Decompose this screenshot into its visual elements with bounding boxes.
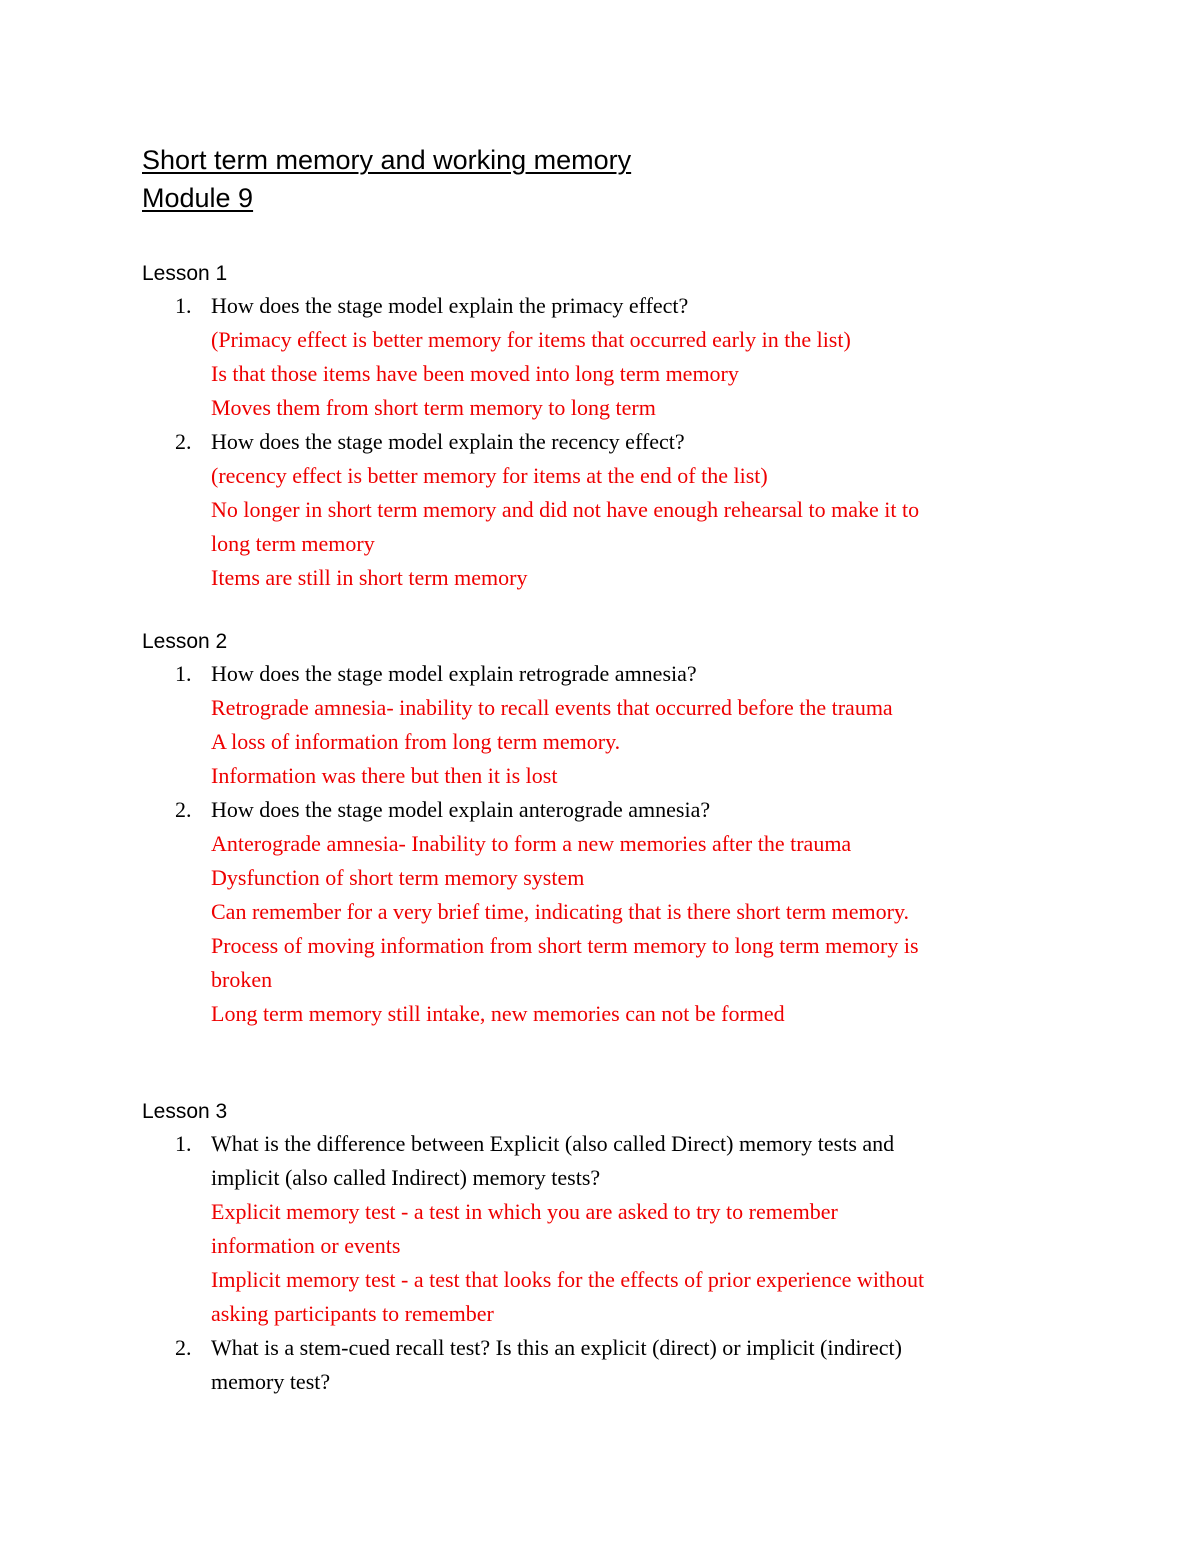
question-text: memory test? [211, 1369, 331, 1394]
question-number: 1. [175, 293, 192, 318]
answer-text: Items are still in short term memory [211, 565, 528, 590]
answer-text: Is that those items have been moved into long term memory [211, 361, 739, 386]
answer-text: (recency effect is better memory for items at the end of the list) [211, 463, 768, 488]
answer-text: information or events [211, 1233, 401, 1258]
answer-text: asking participants to remember [211, 1301, 494, 1326]
answer-text: No longer in short term memory and did not have enough rehearsal to make it to [211, 497, 920, 522]
answer-text: Anterograde amnesia- Inability to form a new memories after the trauma [211, 831, 852, 856]
question-list [142, 657, 1062, 1031]
question-item [142, 425, 1062, 595]
lesson-section [142, 1097, 1062, 1399]
lesson-section [142, 627, 1062, 1031]
lesson-heading: Lesson 3 [142, 1100, 228, 1123]
lesson-heading: Lesson 1 [142, 262, 228, 285]
question-number: 1. [175, 661, 192, 686]
question-text: What is a stem-cued recall test? Is this an explicit (direct) or implicit (indirect) [211, 1335, 902, 1360]
question-list [142, 1127, 1062, 1399]
answer-text: long term memory [211, 531, 375, 556]
question-item [142, 793, 1062, 1031]
title-line-1: Short term memory and working memory [142, 145, 632, 175]
answer-text: (Primacy effect is better memory for items that occurred early in the list) [211, 327, 851, 352]
answer-text: Implicit memory test - a test that looks for the effects of prior experience without [211, 1267, 925, 1292]
question-text: How does the stage model explain anterograde amnesia? [211, 797, 711, 822]
answer-text: A loss of information from long term memory. [211, 729, 621, 754]
question-item [142, 657, 1062, 793]
question-text: What is the difference between Explicit (also called Direct) memory tests and [211, 1131, 895, 1156]
question-number: 2. [175, 797, 192, 822]
lesson-heading: Lesson 2 [142, 630, 228, 653]
answer-text: Moves them from short term memory to long term [211, 395, 656, 420]
question-number: 2. [175, 429, 192, 454]
document-body [142, 141, 1062, 1399]
question-number: 2. [175, 1335, 192, 1360]
document-title [142, 141, 1062, 217]
answer-text: broken [211, 967, 273, 992]
lessons-container [142, 259, 1062, 1399]
question-number: 1. [175, 1131, 192, 1156]
question-text: How does the stage model explain the primacy effect? [211, 293, 689, 318]
answer-text: Explicit memory test - a test in which you are asked to try to remember [211, 1199, 838, 1224]
question-text: implicit (also called Indirect) memory tests? [211, 1165, 601, 1190]
answer-text: Information was there but then it is lost [211, 763, 558, 788]
lesson-section [142, 259, 1062, 595]
question-text: How does the stage model explain retrograde amnesia? [211, 661, 697, 686]
question-item [142, 289, 1062, 425]
answer-text: Dysfunction of short term memory system [211, 865, 585, 890]
question-text: How does the stage model explain the recency effect? [211, 429, 685, 454]
answer-text: Process of moving information from short term memory to long term memory is [211, 933, 919, 958]
question-item [142, 1127, 1062, 1331]
title-line-2: Module 9 [142, 183, 254, 213]
question-item [142, 1331, 1062, 1399]
answer-text: Retrograde amnesia- inability to recall events that occurred before the trauma [211, 695, 893, 720]
answer-text: Long term memory still intake, new memories can not be formed [211, 1001, 785, 1026]
question-list [142, 289, 1062, 595]
answer-text: Can remember for a very brief time, indicating that is there short term memory. [211, 899, 910, 924]
